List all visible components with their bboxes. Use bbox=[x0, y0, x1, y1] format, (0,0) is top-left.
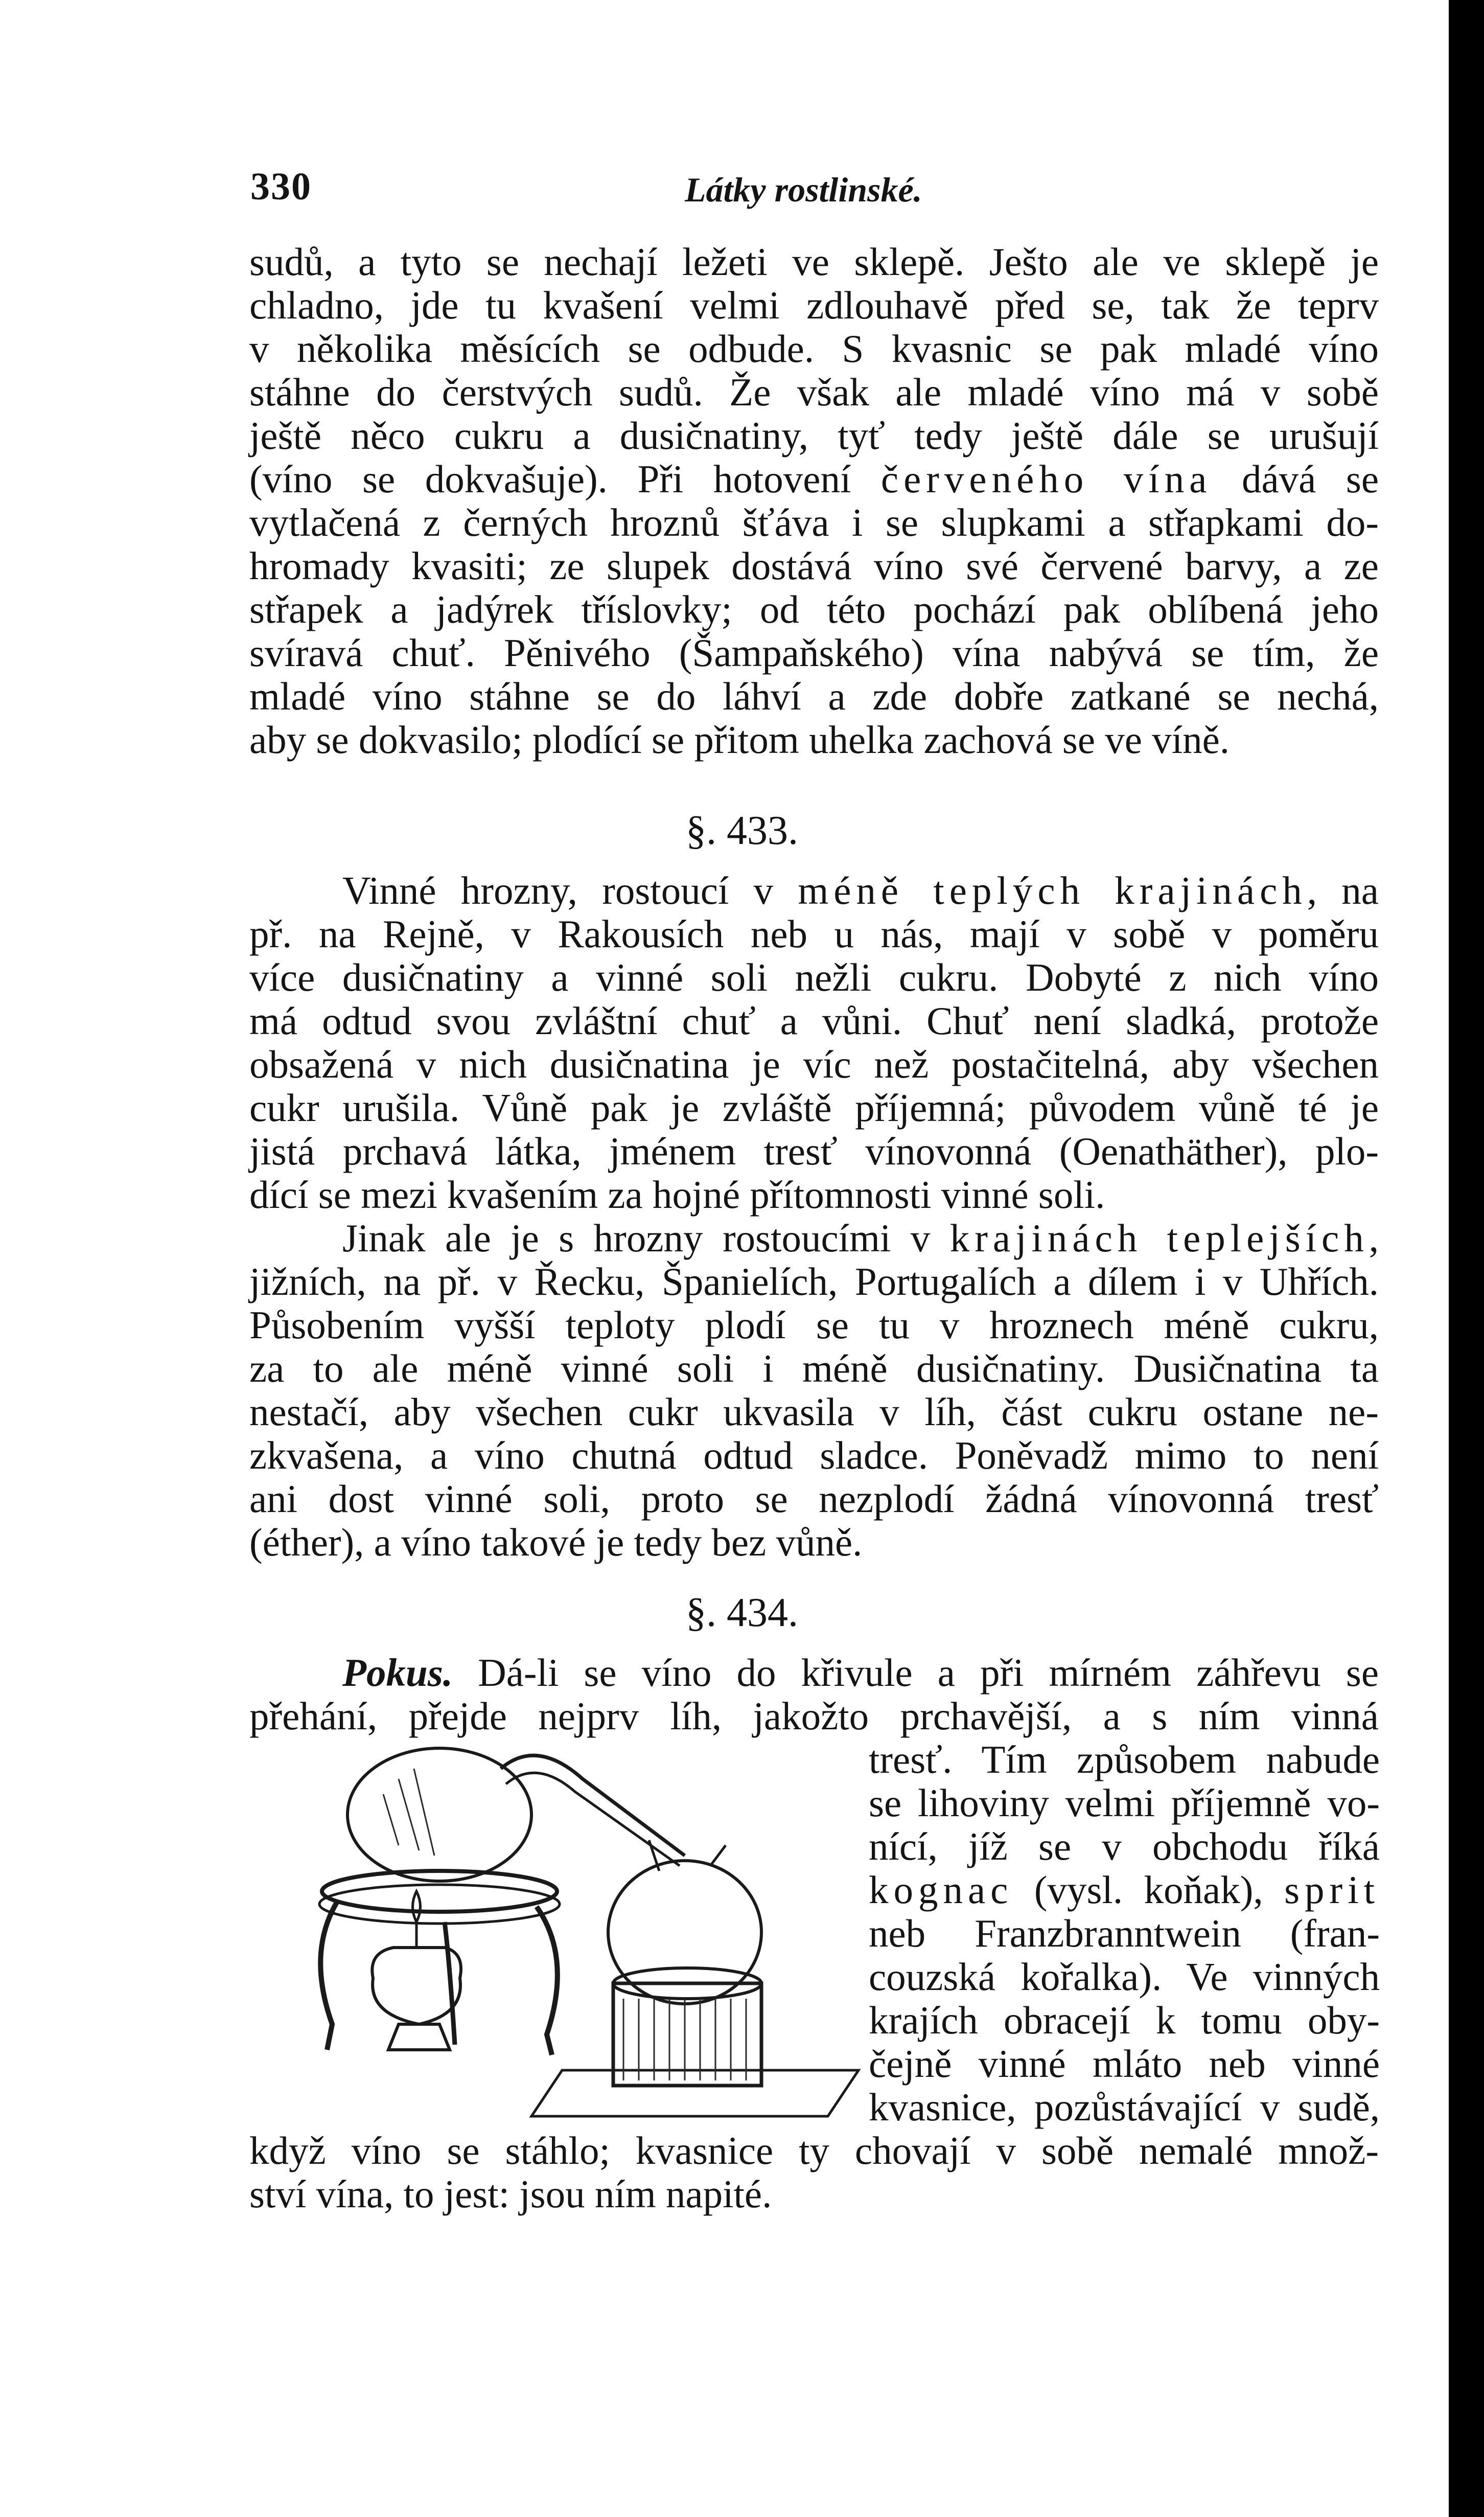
text-line: tresť. Tím způsobem nabude bbox=[869, 1737, 1380, 1781]
text-line: vytlačená z černých hroznů šťáva i se slupkami a střapkami do- bbox=[249, 500, 1379, 544]
text-span: Vinné hrozny, rostoucí v bbox=[342, 868, 798, 912]
spaced-emphasis: méně teplých krajinách bbox=[798, 868, 1307, 912]
text-line bbox=[342, 1651, 1379, 1695]
text-line: krajích obracejí k tomu oby- bbox=[869, 1998, 1380, 2042]
text-line: má odtud svou zvláštní chuť a vůni. Chuť není sladká, protože bbox=[249, 999, 1379, 1043]
text-line: Působením vyšší teploty plodí se tu v hroznech méně cukru, bbox=[249, 1303, 1379, 1347]
text-line: ještě něco cukru a dusičnatiny, tyť tedy ještě dále se urušují bbox=[249, 414, 1379, 457]
text-line: aby se dokvasilo; plodící se přitom uhelka zachová se ve víně. bbox=[249, 718, 1230, 762]
text-span: (víno se dokvašuje). Při hotovení bbox=[249, 457, 881, 501]
text-line: chladno, jde tu kvašení velmi zdlouhavě před se, tak že teprv bbox=[249, 283, 1379, 327]
text-line: obsažená v nich dusičnatina je víc než postačitelná, aby všechen bbox=[249, 1042, 1379, 1086]
distillation-illustration bbox=[296, 1738, 869, 2126]
spaced-emphasis: kognac bbox=[869, 1868, 1013, 1912]
text-span: (vysl. koňak), bbox=[1013, 1868, 1285, 1912]
text-span: Dá-li se víno do křivule a při mírném záhřevu se bbox=[453, 1651, 1379, 1695]
text-line bbox=[342, 869, 1379, 912]
text-line: hromady kvasiti; ze slupek dostává víno své červené barvy, a ze bbox=[249, 544, 1379, 588]
text-span: , na bbox=[1307, 868, 1379, 912]
ground-plate bbox=[531, 2070, 859, 2116]
text-line: zkvašena, a víno chutná odtud sladce. Poněvadž mimo to není bbox=[249, 1433, 1379, 1477]
text-line: za to ale méně vinné soli i méně dusičnatiny. Dusičnatina ta bbox=[249, 1346, 1379, 1390]
text-line: ani dost vinné soli, proto se nezplodí žádná vínovonná tresť bbox=[249, 1477, 1379, 1521]
text-line bbox=[249, 457, 1379, 501]
text-line: couzská kořalka). Ve vinných bbox=[869, 1955, 1380, 1999]
stand-ring bbox=[322, 1871, 557, 1912]
text-line: nící, jíž se v obchodu říká bbox=[869, 1824, 1380, 1868]
section-heading-434: §. 434. bbox=[686, 1590, 798, 1635]
text-span: dává se bbox=[1212, 457, 1379, 501]
text-line: př. na Rejně, v Rakousích neb u nás, mají v sobě v poměru bbox=[249, 912, 1379, 956]
spaced-emphasis: červeného vína bbox=[880, 457, 1212, 501]
text-line: když víno se stáhlo; kvasnice ty chovají v sobě nemalé množ- bbox=[249, 2129, 1379, 2172]
text-line: jižních, na př. v Řecku, Španielích, Portugalích a dílem i v Uhřích. bbox=[249, 1260, 1379, 1303]
text-line: nestačí, aby všechen cukr ukvasila v líh, část cukru ostane ne- bbox=[249, 1390, 1379, 1434]
text-line: kvasnice, pozůstávající v sudě, bbox=[869, 2085, 1380, 2129]
pokus-label: Pokus. bbox=[342, 1651, 453, 1695]
text-line: střapek a jadýrek tříslovky; od této pochází pak oblíbená jeho bbox=[249, 587, 1379, 631]
stand-leg bbox=[320, 1902, 337, 2050]
text-line bbox=[342, 1217, 1379, 1260]
text-line bbox=[869, 1868, 1380, 1912]
spaced-emphasis: sprit bbox=[1284, 1868, 1380, 1912]
distillation-apparatus-figure bbox=[296, 1738, 869, 2126]
page-number: 330 bbox=[250, 165, 312, 208]
text-line: mladé víno stáhne se do láhví a zde dobře zatkané se nechá, bbox=[249, 674, 1379, 718]
text-line: ství vína, to jest: jsou ním napité. bbox=[249, 2172, 772, 2216]
section-heading-433: §. 433. bbox=[686, 808, 798, 853]
text-line: v několika měsících se odbude. S kvasnic se pak mladé víno bbox=[249, 327, 1379, 371]
text-line: (éther), a víno takové je tedy bez vůně. bbox=[249, 1520, 863, 1564]
spaced-emphasis: krajinách teplejších bbox=[949, 1216, 1369, 1260]
text-span: Jinak ale je s hrozny rostoucími v bbox=[342, 1216, 950, 1260]
text-line: cukr urušila. Vůně pak je zvláště příjemná; původem vůně té je bbox=[249, 1086, 1379, 1130]
text-line: jistá prchavá látka, jménem tresť vínovonná (Oenathäther), plo- bbox=[249, 1129, 1379, 1173]
text-line: čejně vinné mláto neb vinné bbox=[869, 2042, 1380, 2086]
scan-edge-bar bbox=[1449, 0, 1484, 2517]
text-line: dící se mezi kvašením za hojné přítomnosti vinné soli. bbox=[249, 1173, 1105, 1217]
text-line: svíravá chuť. Pěnivého (Šampaňského) vína nabývá se tím, že bbox=[249, 631, 1379, 675]
text-line: sudů, a tyto se nechají ležeti ve sklepě. Ješto ale ve sklepě je bbox=[249, 240, 1379, 284]
text-line: stáhne do čerstvých sudů. Že však ale mladé víno má v sobě bbox=[249, 370, 1379, 414]
text-span: , bbox=[1369, 1216, 1379, 1260]
text-line: se lihoviny velmi příjemně vo- bbox=[869, 1781, 1380, 1825]
text-line: neb Franzbranntwein (fran- bbox=[869, 1911, 1380, 1955]
text-line: více dusičnatiny a vinné soli nežli cukru. Dobyté z nich víno bbox=[249, 955, 1379, 999]
running-head: Látky rostlinské. bbox=[685, 170, 922, 209]
text-line: přehání, přejde nejprv líh, jakožto prchavější, a s ním vinná bbox=[249, 1694, 1379, 1738]
